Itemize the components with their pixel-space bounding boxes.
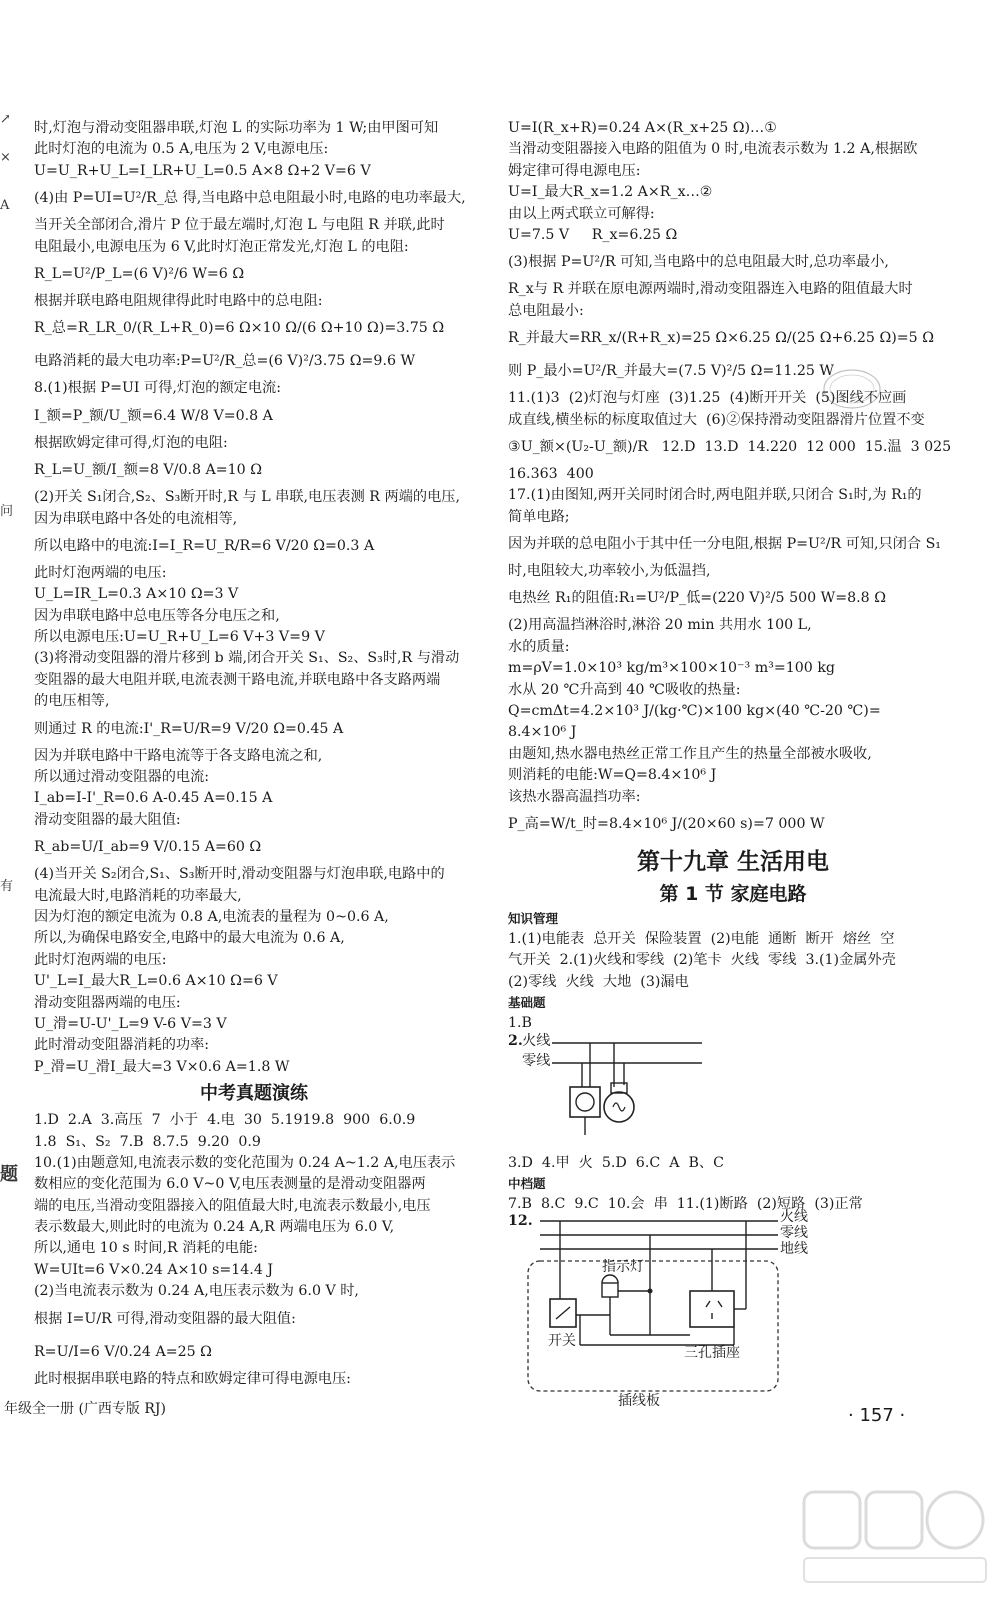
q12-neutral-label: 零线 <box>780 1225 808 1242</box>
text-line: 根据 I=U/R 可得,滑动变阻器的最大阻值: <box>34 1310 296 1327</box>
text-line: 所以电源电压:U=U_R+U_L=6 V+3 V=9 V <box>34 629 325 646</box>
left-column <box>34 118 474 1390</box>
text-line: 因为并联的总电阻小于其中任一分电阻,根据 P=U²/R 可知,只闭合 S₁ <box>508 536 941 553</box>
text-line: 端的电压,当滑动变阻器接入的阻值最大时,电流表示数最小,电压 <box>34 1197 431 1214</box>
section-heading: 中考真题演练 <box>200 1083 308 1105</box>
text-line: R_总=R_LR_0/(R_L+R_0)=6 Ω×10 Ω/(6 Ω+10 Ω)=3.75 Ω <box>34 320 445 337</box>
text-line: 1.D 2.A 3.高压 7 小于 4.电 30 5.1919.8 900 6.0.9 <box>34 1112 416 1129</box>
margin-fragment: × <box>0 150 11 165</box>
text-line: 因为灯泡的额定电流为 0.8 A,电流表的量程为 0~0.6 A, <box>34 908 389 925</box>
text-line: 此时根据串联电路的特点和欧姆定律可得电源电压: <box>34 1370 351 1387</box>
text-line: 此时灯泡两端的电压: <box>34 951 167 968</box>
margin-fragment: 题 <box>0 1164 18 1185</box>
text-line: (4)由 P=UI=U²/R_总 得,当电路中总电阻最小时,电路的电功率最大, <box>34 190 466 207</box>
text-line: U=I_最大R_x=1.2 A×R_x…② <box>508 184 713 201</box>
text-line: 此时灯泡两端的电压: <box>34 564 167 581</box>
basic-heading: 基础题 <box>508 995 546 1011</box>
q2-circuit-diagram <box>508 1032 958 1153</box>
text-line: 所以电路中的电流:I=I_R=U_R/R=6 V/20 Ω=0.3 A <box>34 537 375 554</box>
q12-fire-label: 火线 <box>780 1209 808 1226</box>
text-line: 1.8 S₁、S₂ 7.B 8.7.5 9.20 0.9 <box>34 1133 261 1150</box>
margin-fragment: A <box>0 198 10 213</box>
page-number: · 157 · <box>848 1405 906 1426</box>
text-line: U'_L=I_最大R_L=0.6 A×10 Ω=6 V <box>34 973 278 990</box>
text-line: (4)当开关 S₂闭合,S₁、S₃断开时,滑动变阻器与灯泡串联,电路中的 <box>34 866 445 883</box>
q12-indicator-label: 指示灯 <box>602 1259 644 1276</box>
text-line: (2)零线 火线 大地 (3)漏电 <box>508 973 689 990</box>
text-line: 变阻器的最大电阻并联,电流表测干路电流,并联电路中各支路两端 <box>34 671 441 688</box>
margin-fragment: 问 <box>0 504 14 519</box>
fire-wire-label: 火线 <box>522 1032 551 1049</box>
text-line: P_滑=U_滑I_最大=3 V×0.6 A=1.8 W <box>34 1058 290 1075</box>
text-line: R_并最大=RR_x/(R+R_x)=25 Ω×6.25 Ω/(25 Ω+6.25 Ω)=5 Ω <box>508 330 934 347</box>
text-line: ③U_额×(U₂-U_额)/R 12.D 13.D 14.220 12 000 15.温 3 025 <box>508 438 952 455</box>
text-line: 17.(1)由图知,两开关同时闭合时,两电阻并联,只闭合 S₁时,为 R₁的 <box>508 487 922 504</box>
text-line: 由题知,热水器电热丝正常工作且产生的热量全部被水吸收, <box>508 745 872 762</box>
text-line: (2)开关 S₁闭合,S₂、S₃断开时,R 与 L 串联,电压表测 R 两端的电压, <box>34 489 460 506</box>
text-line: 总电阻最小: <box>508 302 584 319</box>
text-line: 成直线,横坐标的标度取值过大 (6)②保持滑动变阻器滑片位置不变 <box>508 411 925 428</box>
text-line: (2)当电流表示数为 0.24 A,电压表示数为 6.0 V 时, <box>34 1283 359 1300</box>
text-line: 11.(1)3 (2)灯泡与灯座 (3)1.25 (4)断开开关 (5)图线不应画 <box>508 390 907 407</box>
chapter-title: 第十九章 生活用电 <box>636 848 829 875</box>
watermark-logo-icon <box>800 1488 990 1588</box>
text-line: 姆定律可得电源电压: <box>508 162 641 179</box>
text-line: 16.363 400 <box>508 465 594 482</box>
text-line: 当开关全部闭合,滑片 P 位于最左端时,灯泡 L 与电阻 R 并联,此时 <box>34 217 445 234</box>
text-line: 8.4×10⁶ J <box>508 724 577 741</box>
text-line: P_高=W/t_时=8.4×10⁶ J/(20×60 s)=7 000 W <box>508 815 825 832</box>
text-line: 此时灯泡的电流为 0.5 A,电压为 2 V,电源电压: <box>34 141 329 158</box>
circuit-drawing <box>552 1035 712 1153</box>
text-line: 此时滑动变阻器消耗的功率: <box>34 1037 210 1054</box>
margin-fragment: 有 <box>0 879 14 894</box>
text-line: U_L=IR_L=0.3 A×10 Ω=3 V <box>34 586 239 603</box>
footer-book-info: 年级全一册 (广西专版 RJ) <box>4 1401 166 1417</box>
text-line: 1.B <box>508 1015 532 1032</box>
text-line: 电流最大时,电路消耗的功率最大, <box>34 887 242 904</box>
text-line: 时,电阻较大,功率较小,为低温挡, <box>508 563 711 580</box>
text-line: 10.(1)由题意知,电流表示数的变化范围为 0.24 A~1.2 A,电压表示 <box>34 1154 456 1171</box>
text-line: W=UIt=6 V×0.24 A×10 s=14.4 J <box>34 1261 274 1278</box>
text-line: 则 P_最小=U²/R_并最大=(7.5 V)²/5 Ω=11.25 W <box>508 363 835 380</box>
text-line: U=I(R_x+R)=0.24 A×(R_x+25 Ω)…① <box>508 120 777 136</box>
text-line: 所以,通电 10 s 时间,R 消耗的电能: <box>34 1240 258 1257</box>
q12-board-label: 插线板 <box>618 1393 660 1410</box>
text-line: 电路消耗的最大电功率:P=U²/R_总=(6 V)²/3.75 Ω=9.6 W <box>34 353 416 370</box>
text-line: m=ρV=1.0×10³ kg/m³×100×10⁻³ m³=100 kg <box>508 660 836 677</box>
section-title: 第 1 节 家庭电路 <box>659 882 807 905</box>
text-line: R=U/I=6 V/0.24 A=25 Ω <box>34 1343 212 1360</box>
text-line: 时,灯泡与滑动变阻器串联,灯泡 L 的实际功率为 1 W;由甲图可知 <box>34 120 439 136</box>
text-line: 的电压相等, <box>34 693 110 710</box>
text-line: R_L=U_额/I_额=8 V/0.8 A=10 Ω <box>34 462 262 479</box>
text-line: 简单电路; <box>508 508 570 525</box>
q12-switch-label: 开关 <box>548 1333 576 1350</box>
knowledge-heading: 知识管理 <box>508 910 559 926</box>
neutral-wire-label: 零线 <box>522 1052 551 1069</box>
text-line: 1.(1)电能表 总开关 保险装置 (2)电能 通断 断开 熔丝 空 <box>508 930 895 947</box>
left-solution-lines <box>34 118 474 1078</box>
text-line: 气开关 2.(1)火线和零线 (2)笔卡 火线 零线 3.(1)金属外壳 <box>508 952 896 969</box>
text-line: 因为并联电路中干路电流等于各支路电流之和, <box>34 747 323 764</box>
text-line: 根据欧姆定律可得,灯泡的电阻: <box>34 434 228 451</box>
text-line: 8.(1)根据 P=UI 可得,灯泡的额定电流: <box>34 380 282 397</box>
q12-drawing <box>520 1215 810 1415</box>
text-line: I_ab=I-I'_R=0.6 A-0.45 A=0.15 A <box>34 790 273 807</box>
right-column <box>508 118 958 1415</box>
text-line: 滑动变阻器的最大阻值: <box>34 811 181 828</box>
text-line: 该热水器高温挡功率: <box>508 788 641 805</box>
text-line: 3.D 4.甲 火 5.D 6.C A B、C <box>508 1154 724 1171</box>
exam-answers <box>34 1110 474 1390</box>
text-line: U=U_R+U_L=I_LR+U_L=0.5 A×8 Ω+2 V=6 V <box>34 162 371 179</box>
text-line: 因为串联电路中各处的电流相等, <box>34 510 238 527</box>
text-line: (3)将滑动变阻器的滑片移到 b 端,闭合开关 S₁、S₂、S₃时,R 与滑动 <box>34 650 460 667</box>
text-line: 当滑动变阻器接入电路的阻值为 0 时,电流表示数为 1.2 A,根据欧 <box>508 141 918 158</box>
text-line: 根据并联电路电阻规律得此时电路中的总电阻: <box>34 292 323 309</box>
q12-socket-label: 三孔插座 <box>684 1345 740 1362</box>
text-line: (3)根据 P=U²/R 可知,当电路中的总电阻最大时,总功率最小, <box>508 254 889 271</box>
stamp-icon <box>822 368 882 410</box>
text-line: R_ab=U/I_ab=9 V/0.15 A=60 Ω <box>34 839 262 856</box>
text-line: 滑动变阻器两端的电压: <box>34 994 181 1011</box>
text-line: 水的质量: <box>508 638 570 655</box>
text-line: R_L=U²/P_L=(6 V)²/6 W=6 Ω <box>34 265 245 282</box>
text-line: 表示数最大,则此时的电流为 0.24 A,R 两端电压为 6.0 V, <box>34 1219 395 1236</box>
text-line: U_滑=U-U'_L=9 V-6 V=3 V <box>34 1015 227 1032</box>
text-line: 所以,为确保电路安全,电路中的最大电流为 0.6 A, <box>34 930 345 947</box>
text-line: Q=cmΔt=4.2×10³ J/(kg·℃)×100 kg×(40 ℃-20 ℃)= <box>508 703 881 720</box>
q12-circuit-diagram <box>508 1209 958 1415</box>
text-line: 因为串联电路中总电压等各分电压之和, <box>34 607 280 624</box>
q12-label: 12. <box>508 1213 533 1230</box>
text-line: 电热丝 R₁的阻值:R₁=U²/P_低=(220 V)²/5 500 W=8.8 Ω <box>508 590 886 607</box>
text-line: 则通过 R 的电流:I'_R=U/R=9 V/20 Ω=0.45 A <box>34 720 344 737</box>
text-line: U=7.5 V R_x=6.25 Ω <box>508 226 678 243</box>
q2-label: 2. <box>508 1032 523 1049</box>
text-line: 7.B 8.C 9.C 10.会 串 11.(1)断路 (2)短路 (3)正常 <box>508 1195 863 1212</box>
text-line: R_x与 R 并联在原电源两端时,滑动变阻器连入电路的阻值最大时 <box>508 281 913 298</box>
text-line: I_额=P_额/U_额=6.4 W/8 V=0.8 A <box>34 407 273 424</box>
mid-heading: 中档题 <box>508 1175 546 1191</box>
text-line: 数相应的变化范围为 6.0 V~0 V,电压表测量的是滑动变阻器两 <box>34 1176 426 1193</box>
text-line: 水从 20 ℃升高到 40 ℃吸收的热量: <box>508 681 741 698</box>
text-line: 所以通过滑动变阻器的电流: <box>34 769 210 786</box>
margin-fragment: ↗ <box>0 112 11 127</box>
text-line: 则消耗的电能:W=Q=8.4×10⁶ J <box>508 767 717 784</box>
text-line: 由以上两式联立可解得: <box>508 205 655 222</box>
text-line: (2)用高温挡淋浴时,淋浴 20 min 共用水 100 L, <box>508 617 812 634</box>
text-line: 电阻最小,电源电压为 6 V,此时灯泡正常发光,灯泡 L 的电阻: <box>34 238 409 255</box>
q12-ground-label: 地线 <box>780 1241 808 1258</box>
